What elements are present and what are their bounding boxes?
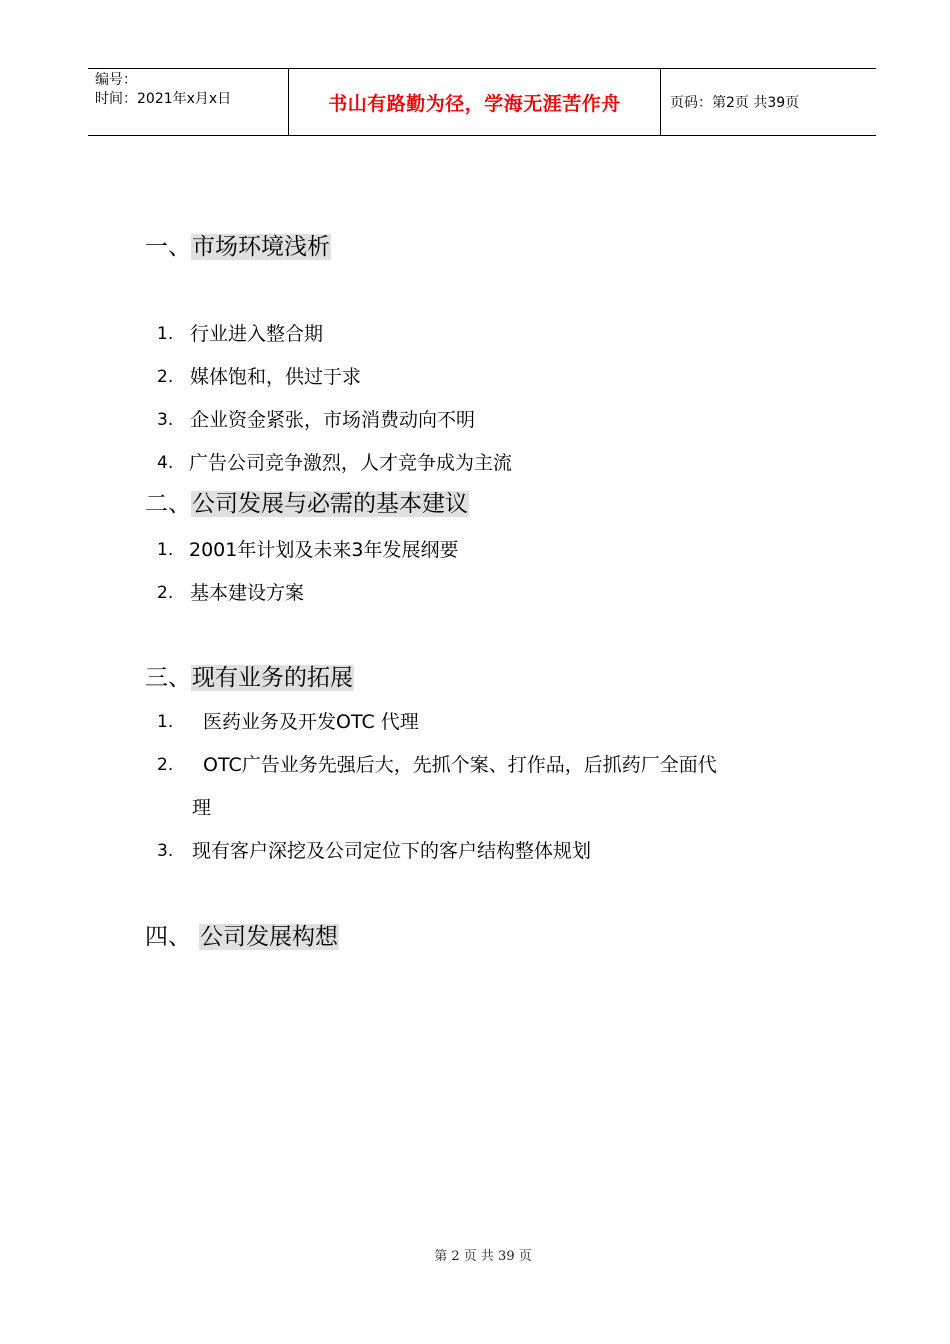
header-meta <box>88 69 288 135</box>
section-number: 二、 <box>145 491 191 517</box>
list-item-text: 理 <box>192 797 212 819</box>
time-label: 时间：2021年x月x日 <box>95 91 232 107</box>
list-item-text: 2001年计划及未来3年发展纲要 <box>189 539 459 561</box>
section-number: 四、 <box>145 924 191 950</box>
list-item-text: 行业进入整合期 <box>190 323 324 345</box>
list-item-index: 1. <box>157 712 174 732</box>
list-item-text: OTC广告业务先强后大，先抓个案、打作品，后抓药厂全面代 <box>203 754 717 776</box>
section-title: 市场环境浅析 <box>192 234 330 260</box>
list-item-index: 2. <box>157 367 174 387</box>
list-item-text: 企业资金紧张，市场消费动向不明 <box>190 409 476 431</box>
list-item-index: 1. <box>157 540 174 560</box>
list-item-index: 2. <box>157 583 174 603</box>
list-item-text: 医药业务及开发OTC 代理 <box>203 711 419 733</box>
section-title: 公司发展与必需的基本建议 <box>192 491 468 517</box>
section-title: 现有业务的拓展 <box>192 665 353 691</box>
section-title: 公司发展构想 <box>200 924 338 950</box>
list-item-index: 4. <box>157 453 174 473</box>
header-motto: 书山有路勤为径，学海无涯苦作舟 <box>288 69 661 135</box>
list-item-text: 基本建设方案 <box>190 582 305 604</box>
section-heading-3 <box>145 663 354 693</box>
section-heading-2 <box>145 489 469 519</box>
code-label: 编号： <box>95 72 137 88</box>
page-footer: 第 2 页 共 39 页 <box>434 1249 532 1264</box>
list-item-index: 3. <box>157 841 174 861</box>
section-number: 三、 <box>145 665 191 691</box>
list-item-text: 媒体饱和，供过于求 <box>190 366 362 388</box>
list-item-text: 现有客户深挖及公司定位下的客户结构整体规划 <box>192 840 592 862</box>
list-item-index: 2. <box>157 755 174 775</box>
section-heading-4 <box>145 922 339 952</box>
document-header <box>88 68 876 136</box>
list-item-index: 3. <box>157 410 174 430</box>
list-item-index: 1. <box>157 324 174 344</box>
list-item-text: 广告公司竞争激烈，人才竞争成为主流 <box>189 452 513 474</box>
section-heading-1 <box>145 232 331 262</box>
header-page-info: 页码：第2页 共39页 <box>670 95 800 111</box>
section-number: 一、 <box>145 234 191 260</box>
